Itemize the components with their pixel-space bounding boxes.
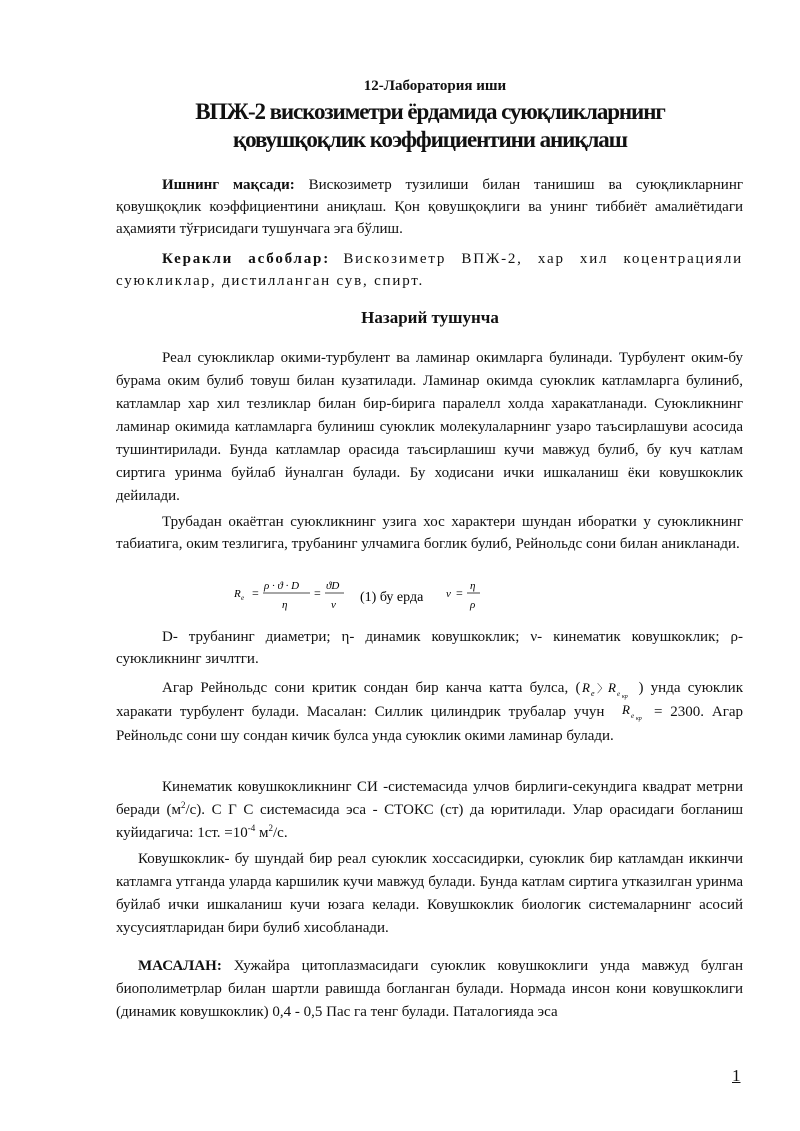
example-label: МАСАЛАН: — [138, 958, 222, 974]
recr-cr-2: кр — [636, 715, 643, 722]
paragraph-critical-number — [116, 676, 743, 748]
gt-symbol: 〉 — [597, 681, 609, 695]
recr-sub: e — [617, 689, 621, 698]
formula-lhs: R — [234, 588, 241, 600]
paragraph-units — [116, 776, 743, 845]
equipment-text: Вискозиметр ВПЖ-2, хар хил коцентрацияли суюкликлар, дистилланган сув, спирт. — [116, 251, 743, 289]
reynolds-formula — [230, 578, 530, 618]
example-text: Хужайра цитоплазмасидаги суюклик ковушкоклиги унда мавжуд булган биополиметрлар билан шартли равишда богланган булади. Нормада инсон кони ковушкоклиги (динамик ковушкоклик) 0,4 - 0,5 Пас га тенг булади. Паталогияда эса — [116, 958, 744, 1020]
paragraph-example — [116, 955, 743, 1024]
units-text-a: Кинематик ковушкокликнинг СИ -системасида улчов бирлиги-секундига квадрат метрни беради (м — [116, 779, 743, 818]
recr-sub-2: e — [631, 711, 635, 720]
formula-num-2: ϑD — [326, 580, 340, 592]
paragraph-reynolds: Трубадан окаётган суюкликнинг узига хос характери шундан иборатки у суюкликнинг табиатига, оким тезлигига, трубанинг улчамига боглик булиб, Рейнольдс сони билан аникланади. — [116, 514, 743, 552]
formula-lhs-sub: e — [241, 594, 245, 602]
recr-math — [612, 702, 646, 724]
formula-svg — [230, 578, 530, 618]
title-line-2: қовушқоқлик коэффициентини аниқлаш — [233, 127, 627, 152]
formula-eq-3: = — [456, 586, 463, 600]
formula-num-1: ρ · ϑ · D — [264, 580, 300, 592]
document-title — [0, 98, 800, 154]
recr-cr: кр — [622, 693, 629, 700]
goal-paragraph — [116, 174, 743, 240]
formula-den-2: ν — [331, 599, 336, 611]
units-text-d: /с. — [273, 825, 288, 841]
critical-text-b: ) унда суюклик харакати турбулент булади. Масалан: Силлик цилиндрик трубалар учун — [116, 680, 743, 720]
formula-nu: ν — [446, 588, 451, 600]
equipment-label: Керакли асбоблар: — [162, 251, 330, 267]
goal-text: Вискозиметр тузилиши билан танишиш ва суюқликларнинг қовушқоқлик коэффициентини аниқлаш. Қон қовушқоқлиги ва унинг тиббиёт амалиётидаги аҳамияти тўғрисидаги тушунчага эга бўлиш. — [116, 177, 743, 237]
section-title: Назарий тушунча — [361, 308, 499, 327]
formula-note: (1) бу ерда — [360, 590, 424, 605]
goal-label: Ишнинг мақсади: — [162, 177, 295, 193]
paragraph-definitions: D- трубанинг диаметри; η- динамик ковушкоклик; ν- кинематик ковушкоклик; ρ- суюкликнинг зичлтги. — [116, 629, 743, 667]
critical-text-a: Агар Рейнольдс сони критик сондан бир канча катта булса, ( — [162, 680, 581, 696]
paragraph-flow-types: Реал суюкликлар окими-турбулент ва ламинар окимларга булинади. Турбулент оким-бу бурама оким булиб товуш билан кузатилади. Ламинар окимда суюклик катламларга булиниб, катламлар хар хил тезликлар билан бир-бирига паралелл холда харакатланади. Суюкликнинг ламинар окимида катламларга булиниш суюклик молекулаларнинг узаро таъсирлашуви асосида тушинтирилади. Бунда катламлар орасида таъсирлашиш кучи мавжуд булиб, бу куч катлам сиртига уринма буйлаб йуналган булади. Бу ходисани ички ишкаланиш ёки ковушкоклик дейилади. — [116, 350, 743, 504]
formula-eq-2: = — [314, 586, 321, 600]
units-text-c: м — [255, 825, 269, 841]
equipment-paragraph — [116, 248, 743, 292]
recr-symbol-2: R — [622, 701, 631, 717]
formula-den-3: ρ — [470, 599, 476, 611]
critical-text-c: = 2300. Агар Рейнольдс сони шу сондан кичик булса унда суюклик окими ламинар булади. — [116, 704, 744, 744]
re-sub: e — [591, 688, 596, 698]
units-sup-1: 2 — [180, 800, 186, 810]
units-sup-3: 2 — [268, 823, 274, 833]
lab-number: 12-Лаборатория иши — [363, 78, 507, 94]
page-number: 1 — [732, 1066, 741, 1085]
re-symbol: R — [582, 679, 591, 695]
re-gt-recr-math — [580, 678, 638, 700]
formula-den-1: η — [282, 599, 288, 611]
units-sup-2: -4 — [247, 823, 256, 833]
formula-eq-1: = — [252, 586, 259, 600]
paragraph-viscosity-definition: Ковушкоклик- бу шундай бир реал суюклик хоссасидирки, суюклик бир катламдан иккинчи катламга утганда уларда каршилик кучи мавжуд булади. Бунда катлам сиртига утказилган уринма буйлаб ички ишкаланиш кучи юзага келади. Ковушкоклик биологик системаларнинг асосий хусусиятларидан бири булиб хисобланади. — [116, 851, 743, 936]
units-text-b: /с). С Г С системасида эса - СТОКС (ст) да юритилади. Улар орасидаги богланиш куйидагича: 1ст. =10 — [116, 802, 743, 841]
title-line-1: ВПЖ-2 вискозиметри ёрдамида суюқликларнинг — [195, 99, 665, 124]
formula-num-3: η — [470, 580, 476, 592]
recr-symbol: R — [608, 679, 617, 695]
